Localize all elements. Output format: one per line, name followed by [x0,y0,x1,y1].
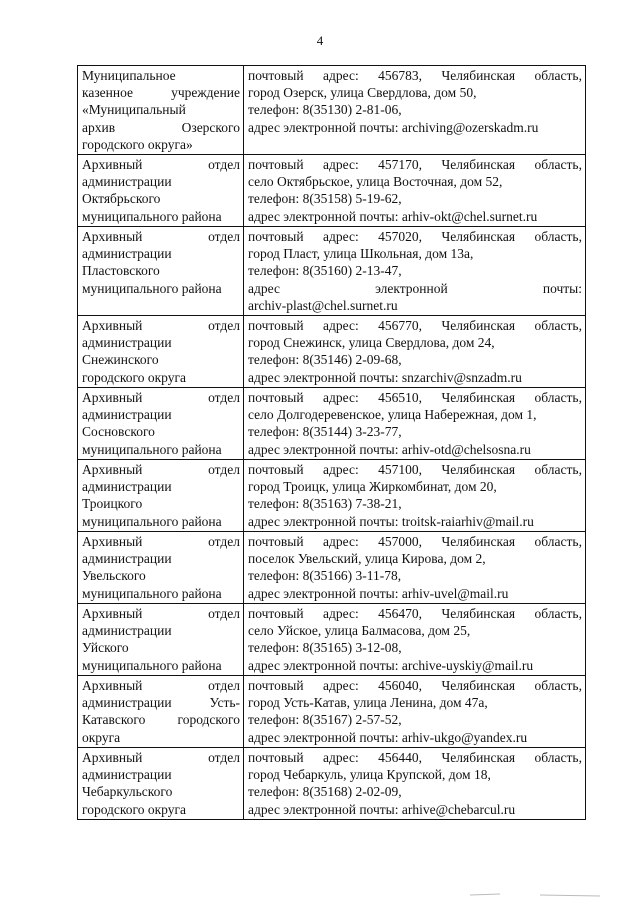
institution-name-line: администрации [82,407,172,423]
email-line: адрес электронной почты: arhiv-otd@chelsosna.ru [248,441,531,457]
institution-name-line: городского округа» [82,136,193,152]
contact-info-cell [244,388,586,460]
postal-address-line: город Снежинск, улица Свердлова, дом 24, [248,335,495,351]
institution-name-line: Архивный отдел [82,678,240,693]
institution-name-line: администрации [82,246,172,262]
contact-info-cell [244,748,586,820]
postal-address-line: почтовый адрес: 456440, Челябинская область, [248,750,582,765]
institution-name-line: администрации [82,335,172,351]
postal-address-line: поселок Увельский, улица Кирова, дом 2, [248,551,486,567]
table-row [78,227,586,316]
institution-name-line: Октябрьского [82,191,161,207]
postal-address-line: почтовый адрес: 456770, Челябинская область, [248,318,582,333]
archives-table [77,65,586,820]
institution-name-line: администрации Усть- [82,695,240,711]
institution-name-line: Пластовского [82,263,160,279]
email-label-line: адрес электронной почты: [248,280,582,296]
institution-name-line: муниципального района [82,513,222,529]
institution-name-line: городского округа [82,369,187,385]
postal-address-line: город Троицк, улица Жиркомбинат, дом 20, [248,479,497,495]
institution-name-line: казенное учреждение [82,85,240,101]
contact-info-cell [244,460,586,532]
phone-line: телефон: 8(35165) 3-12-08, [248,640,402,656]
postal-address-line: почтовый адрес: 457020, Челябинская область, [248,229,582,244]
phone-line: телефон: 8(35130) 2-81-06, [248,102,402,118]
postal-address-line: село Уйское, улица Балмасова, дом 25, [248,623,471,639]
institution-name-cell [78,748,244,820]
institution-name-cell [78,676,244,748]
email-line: адрес электронной почты: arhiv-uvel@mail.ru [248,585,509,601]
institution-name-cell [78,155,244,227]
institution-name-line: Архивный отдел [82,229,240,244]
table-row [78,388,586,460]
page-number: 4 [316,33,324,48]
institution-name-cell [78,460,244,532]
email-line: адрес электронной почты: archiving@ozerskadm.ru [248,119,539,135]
phone-line: телефон: 8(35168) 2-02-09, [248,784,402,800]
phone-line: телефон: 8(35146) 2-09-68, [248,352,402,368]
contact-info-cell [244,155,586,227]
institution-name-line: округа [82,729,121,745]
postal-address-line: город Пласт, улица Школьная, дом 13а, [248,246,474,262]
institution-name-line: Архивный отдел [82,606,240,621]
postal-address-line: село Долгодеревенское, улица Набережная, дом 1, [248,407,537,423]
institution-name-line: Архивный отдел [82,318,240,333]
email-value-line: archiv-plast@chel.surnet.ru [248,297,398,313]
institution-name-line: Муниципальное [82,68,176,83]
table-row [78,532,586,604]
table-row [78,155,586,227]
institution-name-line: Троицкого [82,496,143,512]
institution-name-line: Архивный отдел [82,534,240,549]
phone-line: телефон: 8(35167) 2-57-52, [248,712,402,728]
institution-name-line: архив Озерского [82,119,240,135]
institution-name-line: Катавского городского [82,712,240,728]
contact-info-cell [244,316,586,388]
institution-name-line: Архивный отдел [82,462,240,477]
institution-name-line: городского округа [82,801,187,817]
institution-name-cell [78,532,244,604]
contact-info-cell [244,532,586,604]
institution-name-line: администрации [82,479,172,495]
table-row [78,676,586,748]
postal-address-line: город Чебаркуль, улица Крупской, дом 18, [248,767,491,783]
institution-name-cell [78,388,244,460]
postal-address-line: город Озерск, улица Свердлова, дом 50, [248,85,477,101]
institution-name-line: муниципального района [82,441,222,457]
institution-name-line: «Муниципальный [82,102,186,118]
scan-noise-decoration [0,890,640,900]
email-line: адрес электронной почты: arhiv-okt@chel.surnet.ru [248,208,538,224]
email-line: адрес электронной почты: troitsk-raiarhiv@mail.ru [248,513,534,529]
phone-line: телефон: 8(35158) 5-19-62, [248,191,402,207]
postal-address-line: почтовый адрес: 457000, Челябинская область, [248,534,582,549]
postal-address-line: село Октябрьское, улица Восточная, дом 52, [248,174,503,190]
institution-name-line: муниципального района [82,657,222,673]
table-row [78,748,586,820]
institution-name-line: Чебаркульского [82,784,173,800]
email-line: адрес электронной почты: arhive@chebarcul.ru [248,801,516,817]
table-row [78,66,586,155]
postal-address-line: город Усть-Катав, улица Ленина, дом 47а, [248,695,488,711]
institution-name-line: администрации [82,623,172,639]
institution-name-line: Снежинского [82,352,159,368]
email-line: адрес электронной почты: arhiv-ukgo@yandex.ru [248,729,528,745]
postal-address-line: почтовый адрес: 456783, Челябинская область, [248,68,582,83]
postal-address-line: почтовый адрес: 457170, Челябинская область, [248,157,582,172]
institution-name-cell [78,227,244,316]
email-line: адрес электронной почты: archive-uyskiy@mail.ru [248,657,534,673]
institution-name-cell [78,604,244,676]
institution-name-line: администрации [82,174,172,190]
institution-name-line: администрации [82,551,172,567]
institution-name-line: муниципального района [82,208,222,224]
institution-name-line: Сосновского [82,424,155,440]
contact-info-cell [244,227,586,316]
institution-name-cell [78,316,244,388]
postal-address-line: почтовый адрес: 456510, Челябинская область, [248,390,582,405]
phone-line: телефон: 8(35144) 3-23-77, [248,424,402,440]
institution-name-line: муниципального района [82,280,222,296]
postal-address-line: почтовый адрес: 456470, Челябинская область, [248,606,582,621]
contact-info-cell [244,66,586,155]
contact-info-cell [244,676,586,748]
institution-name-line: администрации [82,767,172,783]
institution-name-line: Архивный отдел [82,157,240,172]
postal-address-line: почтовый адрес: 456040, Челябинская область, [248,678,582,693]
table-row [78,460,586,532]
phone-line: телефон: 8(35166) 3-11-78, [248,568,402,584]
email-line: адрес электронной почты: snzarchiv@snzadm.ru [248,369,522,385]
institution-name-line: Уйского [82,640,129,656]
postal-address-line: почтовый адрес: 457100, Челябинская область, [248,462,582,477]
institution-name-line: муниципального района [82,585,222,601]
contact-info-cell [244,604,586,676]
table-row [78,604,586,676]
phone-line: телефон: 8(35160) 2-13-47, [248,263,402,279]
institution-name-line: Архивный отдел [82,750,240,765]
institution-name-line: Архивный отдел [82,390,240,405]
table-row [78,316,586,388]
phone-line: телефон: 8(35163) 7-38-21, [248,496,402,512]
institution-name-cell [78,66,244,155]
institution-name-line: Увельского [82,568,146,584]
